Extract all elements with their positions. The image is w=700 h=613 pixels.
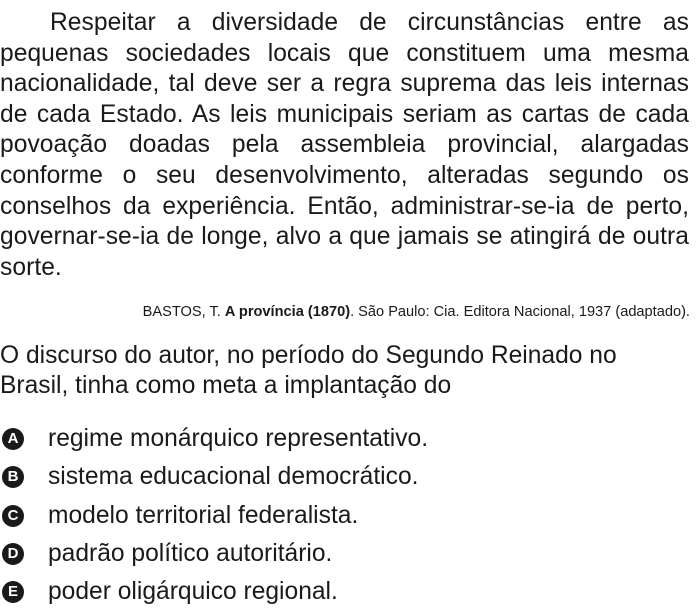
option-d[interactable] (0, 535, 690, 573)
option-c-text: modelo territorial federalista. (48, 501, 359, 529)
option-a[interactable] (0, 420, 690, 458)
citation-details: . São Paulo: Cia. Editora Nacional, 1937 (adaptado). (350, 304, 690, 320)
option-b-letter-icon: B (2, 466, 24, 488)
source-passage: Respeitar a diversidade de circunstâncias entre as pequenas sociedades locais que constituem uma mesma nacionalidade, tal deve ser a regra suprema das leis internas de cada Estado. As leis municipais seriam as cartas de cada povoação doadas pela assembleia provincial, alargadas conforme o seu desenvolvimento, alteradas segundo os conselhos da experiência. Então, administrar-se-ia de perto, governar-se-ia de longe, alvo a que jamais se atingirá de outra sorte. (0, 9, 689, 281)
option-c-letter-icon: C (2, 505, 24, 527)
option-e[interactable] (0, 573, 690, 611)
question-stem: O discurso do autor, no período do Segundo Reinado no Brasil, tinha como meta a implantação do (0, 342, 617, 399)
option-b[interactable] (0, 458, 690, 496)
option-b-text: sistema educacional democrático. (48, 463, 419, 491)
option-a-letter-icon: A (2, 428, 24, 450)
option-e-text: poder oligárquico regional. (48, 578, 338, 606)
citation-title: A província (1870) (224, 304, 351, 320)
answer-options (0, 420, 690, 611)
option-a-text: regime monárquico representativo. (48, 425, 429, 453)
citation-author: BASTOS, T. (142, 304, 225, 320)
option-d-text: padrão político autoritário. (48, 540, 333, 568)
option-e-letter-icon: E (2, 581, 24, 603)
option-c[interactable] (0, 497, 690, 535)
option-d-letter-icon: D (2, 543, 24, 565)
source-citation (0, 303, 690, 321)
